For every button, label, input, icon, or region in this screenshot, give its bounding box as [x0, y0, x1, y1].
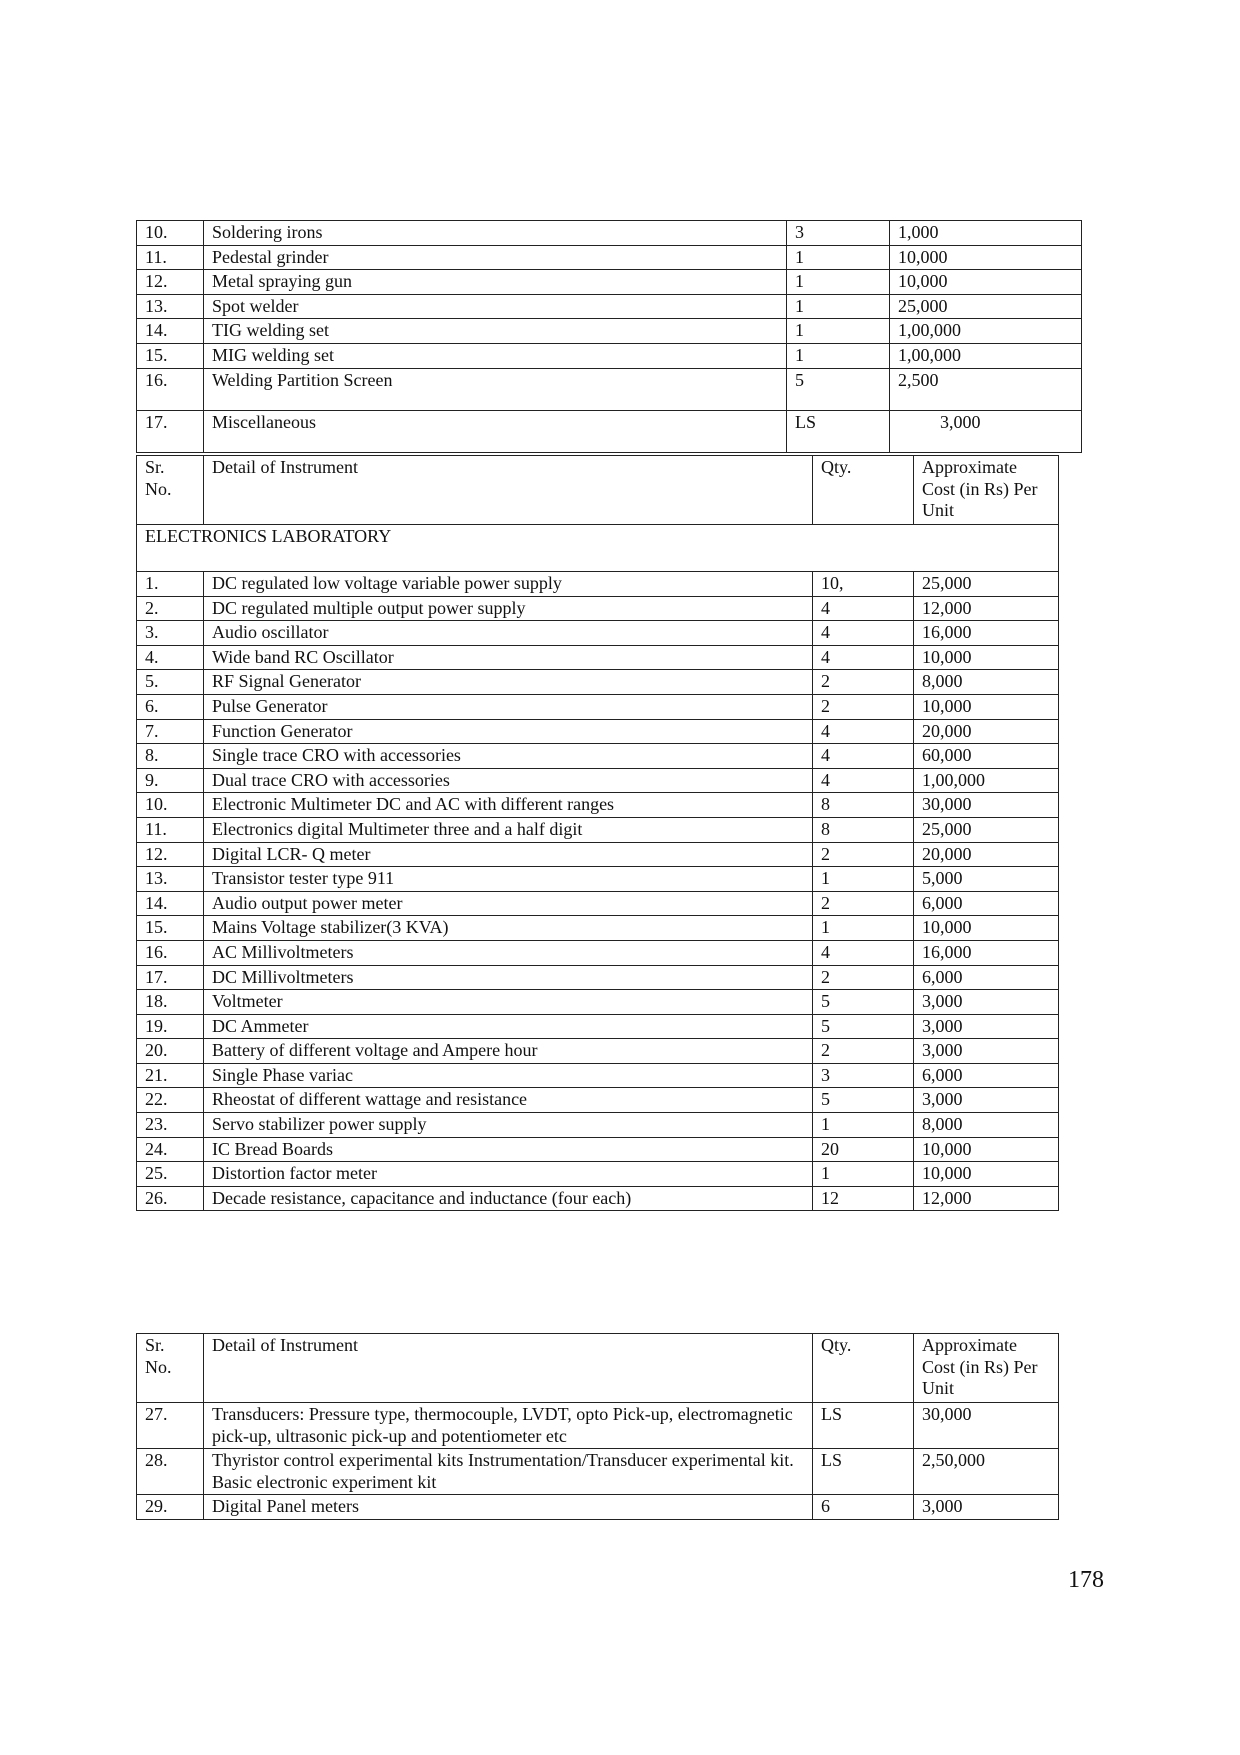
quantity: 4: [813, 719, 914, 744]
sr-no: 4.: [137, 645, 204, 670]
instrument-detail: DC Ammeter: [204, 1014, 813, 1039]
section-row: [137, 525, 1059, 572]
instrument-detail: Servo stabilizer power supply: [204, 1113, 813, 1138]
unit-cost: 2,500: [890, 368, 1082, 410]
quantity: 1: [813, 867, 914, 892]
quantity: 12: [813, 1186, 914, 1211]
instrument-detail: Pulse Generator: [204, 694, 813, 719]
table-row: [137, 1039, 1059, 1064]
table-row: [137, 940, 1059, 965]
quantity: 4: [813, 621, 914, 646]
quantity: 1: [787, 270, 890, 295]
sr-no: 1.: [137, 572, 204, 597]
unit-cost: 3,000: [914, 1014, 1059, 1039]
quantity: 1: [787, 294, 890, 319]
sr-no: 22.: [137, 1088, 204, 1113]
unit-cost: 3,000: [914, 990, 1059, 1015]
sr-no: 6.: [137, 694, 204, 719]
unit-cost: 30,000: [914, 793, 1059, 818]
header-cost: Approximate Cost (in Rs) Per Unit: [914, 1334, 1059, 1403]
table-row: [137, 1113, 1059, 1138]
unit-cost: 30,000: [914, 1403, 1059, 1449]
sr-no: 10.: [137, 221, 204, 246]
sr-no: 17.: [137, 410, 204, 452]
unit-cost: 1,000: [890, 221, 1082, 246]
instrument-detail: Soldering irons: [204, 221, 787, 246]
unit-cost: 12,000: [914, 1186, 1059, 1211]
unit-cost: 20,000: [914, 842, 1059, 867]
quantity: LS: [813, 1449, 914, 1495]
sr-no: 23.: [137, 1113, 204, 1138]
instrument-detail: Spot welder: [204, 294, 787, 319]
unit-cost: 25,000: [914, 572, 1059, 597]
table-row: [137, 1162, 1059, 1187]
instrument-detail: Pedestal grinder: [204, 245, 787, 270]
unit-cost: 10,000: [914, 645, 1059, 670]
sr-no: 10.: [137, 793, 204, 818]
instrument-detail: Transistor tester type 911: [204, 867, 813, 892]
unit-cost: 5,000: [914, 867, 1059, 892]
quantity: 2: [813, 965, 914, 990]
sr-no: 7.: [137, 719, 204, 744]
sr-no: 28.: [137, 1449, 204, 1495]
table-row: [137, 1063, 1059, 1088]
sr-no: 16.: [137, 940, 204, 965]
quantity: 8: [813, 793, 914, 818]
instrument-detail: Mains Voltage stabilizer(3 KVA): [204, 916, 813, 941]
quantity: 5: [787, 368, 890, 410]
unit-cost: 10,000: [914, 1137, 1059, 1162]
unit-cost: 25,000: [914, 817, 1059, 842]
unit-cost: 25,000: [890, 294, 1082, 319]
unit-cost: 10,000: [914, 694, 1059, 719]
instrument-detail: Digital Panel meters: [204, 1495, 813, 1520]
header-sr-no: Sr. No.: [137, 456, 204, 525]
table-row: [137, 368, 1082, 410]
table-row: [137, 343, 1082, 368]
quantity: 4: [813, 596, 914, 621]
section-title: ELECTRONICS LABORATORY: [137, 525, 1059, 572]
table-row: [137, 990, 1059, 1015]
sr-no: 15.: [137, 343, 204, 368]
instrument-detail: Metal spraying gun: [204, 270, 787, 295]
table-row: [137, 1088, 1059, 1113]
quantity: 20: [813, 1137, 914, 1162]
instrument-detail: Function Generator: [204, 719, 813, 744]
table-row: [137, 670, 1059, 695]
instrument-detail: IC Bread Boards: [204, 1137, 813, 1162]
unit-cost: 3,000: [914, 1495, 1059, 1520]
sr-no: 25.: [137, 1162, 204, 1187]
sr-no: 27.: [137, 1403, 204, 1449]
unit-cost: 8,000: [914, 670, 1059, 695]
instrument-detail: Voltmeter: [204, 990, 813, 1015]
table-row: [137, 867, 1059, 892]
instrument-detail: AC Millivoltmeters: [204, 940, 813, 965]
unit-cost: 2,50,000: [914, 1449, 1059, 1495]
sr-no: 12.: [137, 842, 204, 867]
electronics-lab-table: [136, 455, 1059, 1211]
unit-cost: 3,000: [914, 1088, 1059, 1113]
table-row: [137, 965, 1059, 990]
header-cost: Approximate Cost (in Rs) Per Unit: [914, 456, 1059, 525]
unit-cost: 20,000: [914, 719, 1059, 744]
unit-cost: 10,000: [890, 245, 1082, 270]
table-row: [137, 572, 1059, 597]
table-row: [137, 817, 1059, 842]
quantity: 4: [813, 744, 914, 769]
header-detail: Detail of Instrument: [204, 456, 813, 525]
instrument-detail: Electronic Multimeter DC and AC with different ranges: [204, 793, 813, 818]
instrument-detail: DC regulated multiple output power supply: [204, 596, 813, 621]
unit-cost: 12,000: [914, 596, 1059, 621]
quantity: 1: [813, 1113, 914, 1138]
quantity: 8: [813, 817, 914, 842]
quantity: LS: [787, 410, 890, 452]
quantity: 5: [813, 990, 914, 1015]
unit-cost: 10,000: [914, 916, 1059, 941]
header-sr-no: Sr. No.: [137, 1334, 204, 1403]
unit-cost: 1,00,000: [914, 768, 1059, 793]
sr-no: 13.: [137, 294, 204, 319]
table-row: [137, 645, 1059, 670]
table-row: [137, 793, 1059, 818]
instrument-detail: Electronics digital Multimeter three and a half digit: [204, 817, 813, 842]
sr-no: 18.: [137, 990, 204, 1015]
sr-no: 5.: [137, 670, 204, 695]
quantity: 4: [813, 645, 914, 670]
quantity: 2: [813, 842, 914, 867]
table-row: [137, 719, 1059, 744]
sr-no: 19.: [137, 1014, 204, 1039]
table-header-row: [137, 456, 1059, 525]
quantity: 2: [813, 670, 914, 695]
sr-no: 20.: [137, 1039, 204, 1064]
sr-no: 8.: [137, 744, 204, 769]
header-qty: Qty.: [813, 456, 914, 525]
unit-cost: 3,000: [890, 410, 1082, 452]
unit-cost: 60,000: [914, 744, 1059, 769]
unit-cost: 1,00,000: [890, 319, 1082, 344]
table-row: [137, 916, 1059, 941]
table-row: [137, 744, 1059, 769]
instrument-detail: DC Millivoltmeters: [204, 965, 813, 990]
unit-cost: 6,000: [914, 965, 1059, 990]
quantity: 5: [813, 1014, 914, 1039]
quantity: 1: [813, 1162, 914, 1187]
instrument-detail: Single Phase variac: [204, 1063, 813, 1088]
table-row: [137, 270, 1082, 295]
quantity: 1: [813, 916, 914, 941]
unit-cost: 16,000: [914, 621, 1059, 646]
instrument-detail: Distortion factor meter: [204, 1162, 813, 1187]
table-row: [137, 596, 1059, 621]
table-row: [137, 410, 1082, 452]
table-row: [137, 319, 1082, 344]
quantity: 2: [813, 694, 914, 719]
quantity: 2: [813, 891, 914, 916]
sr-no: 24.: [137, 1137, 204, 1162]
sr-no: 14.: [137, 891, 204, 916]
quantity: 3: [813, 1063, 914, 1088]
workshop-equipment-table: [136, 220, 1082, 453]
sr-no: 17.: [137, 965, 204, 990]
instrument-detail: MIG welding set: [204, 343, 787, 368]
instrument-detail: Single trace CRO with accessories: [204, 744, 813, 769]
quantity: 3: [787, 221, 890, 246]
unit-cost: 8,000: [914, 1113, 1059, 1138]
sr-no: 21.: [137, 1063, 204, 1088]
instrument-detail: Decade resistance, capacitance and inductance (four each): [204, 1186, 813, 1211]
sr-no: 3.: [137, 621, 204, 646]
instrument-detail: Transducers: Pressure type, thermocouple, LVDT, opto Pick-up, electromagnetic pick-up, ultrasonic pick-up and potentiometer etc: [204, 1403, 813, 1449]
unit-cost: 10,000: [914, 1162, 1059, 1187]
quantity: 4: [813, 768, 914, 793]
instrument-detail: Thyristor control experimental kits Instrumentation/Transducer experimental kit. Basic electronic experiment kit: [204, 1449, 813, 1495]
instrument-detail: TIG welding set: [204, 319, 787, 344]
instrument-detail: Battery of different voltage and Ampere hour: [204, 1039, 813, 1064]
sr-no: 9.: [137, 768, 204, 793]
table-row: [137, 621, 1059, 646]
sr-no: 16.: [137, 368, 204, 410]
table-header-row: [137, 1334, 1059, 1403]
quantity: 1: [787, 319, 890, 344]
sr-no: 11.: [137, 245, 204, 270]
quantity: 6: [813, 1495, 914, 1520]
table-row: [137, 768, 1059, 793]
instrument-detail: Audio oscillator: [204, 621, 813, 646]
instrument-detail: Miscellaneous: [204, 410, 787, 452]
header-qty: Qty.: [813, 1334, 914, 1403]
page-number: 178: [1068, 1567, 1104, 1593]
instrument-detail: Rheostat of different wattage and resistance: [204, 1088, 813, 1113]
quantity: 1: [787, 343, 890, 368]
instrument-table-continued: [136, 1333, 1059, 1520]
sr-no: 14.: [137, 319, 204, 344]
table-row: [137, 294, 1082, 319]
table-row: [137, 221, 1082, 246]
quantity: 1: [787, 245, 890, 270]
table-row: [137, 245, 1082, 270]
instrument-detail: Welding Partition Screen: [204, 368, 787, 410]
sr-no: 26.: [137, 1186, 204, 1211]
table-row: [137, 1137, 1059, 1162]
table-row: [137, 1403, 1059, 1449]
table-row: [137, 842, 1059, 867]
unit-cost: 10,000: [890, 270, 1082, 295]
unit-cost: 16,000: [914, 940, 1059, 965]
sr-no: 15.: [137, 916, 204, 941]
quantity: 2: [813, 1039, 914, 1064]
table-row: [137, 891, 1059, 916]
sr-no: 13.: [137, 867, 204, 892]
unit-cost: 6,000: [914, 891, 1059, 916]
table-row: [137, 1186, 1059, 1211]
sr-no: 2.: [137, 596, 204, 621]
instrument-detail: Dual trace CRO with accessories: [204, 768, 813, 793]
quantity: 10,: [813, 572, 914, 597]
table-row: [137, 694, 1059, 719]
instrument-detail: Audio output power meter: [204, 891, 813, 916]
unit-cost: 6,000: [914, 1063, 1059, 1088]
instrument-detail: DC regulated low voltage variable power supply: [204, 572, 813, 597]
instrument-detail: Wide band RC Oscillator: [204, 645, 813, 670]
header-detail: Detail of Instrument: [204, 1334, 813, 1403]
table-row: [137, 1449, 1059, 1495]
unit-cost: 1,00,000: [890, 343, 1082, 368]
table-row: [137, 1495, 1059, 1520]
unit-cost: 3,000: [914, 1039, 1059, 1064]
quantity: 5: [813, 1088, 914, 1113]
sr-no: 29.: [137, 1495, 204, 1520]
sr-no: 12.: [137, 270, 204, 295]
instrument-detail: RF Signal Generator: [204, 670, 813, 695]
quantity: 4: [813, 940, 914, 965]
quantity: LS: [813, 1403, 914, 1449]
table-row: [137, 1014, 1059, 1039]
sr-no: 11.: [137, 817, 204, 842]
instrument-detail: Digital LCR- Q meter: [204, 842, 813, 867]
